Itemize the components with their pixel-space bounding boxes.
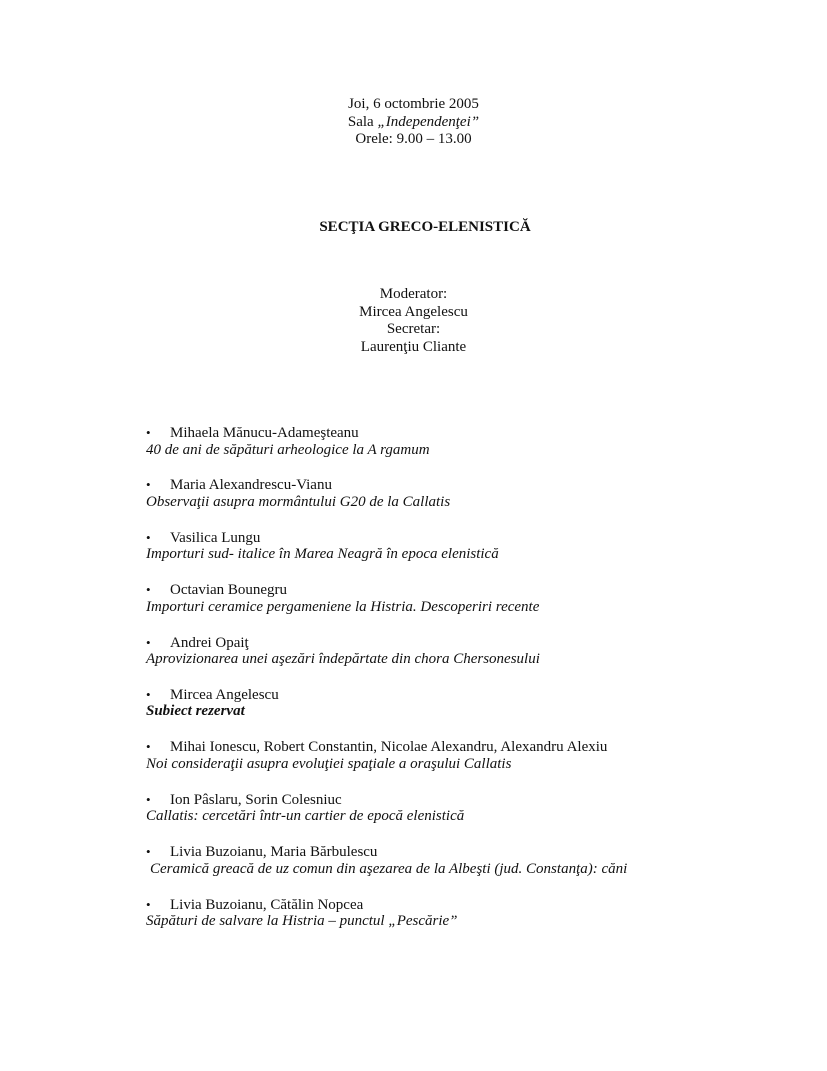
bullet-icon: • — [146, 425, 151, 440]
entry-authors: Mircea Angelescu — [170, 686, 279, 703]
entry-title: Ceramică greacă de uz comun din aşezarea de la Albeşti (jud. Constanţa): căni — [150, 860, 628, 877]
entry-title: Importuri sud- italice în Marea Neagră în epoca elenistică — [146, 546, 499, 563]
entry-authors: Mihaela Mănucu-Adameşteanu — [170, 425, 359, 441]
hall-name: „Independenţei” — [377, 113, 480, 130]
bullet-icon: • — [146, 634, 151, 650]
entry-authors: Ion Pâslaru, Sorin Colesniuc — [170, 791, 342, 808]
entry-title: Noi consideraţii asupra evoluţiei spaţiale a oraşului Callatis — [146, 755, 512, 772]
list-item — [146, 476, 766, 528]
list-item — [146, 529, 766, 581]
session-date: Joi, 6 octombrie 2005 — [348, 96, 479, 112]
bullet-icon: • — [146, 739, 151, 755]
list-item — [146, 896, 766, 948]
list-item — [146, 424, 766, 476]
entry-authors: Andrei Opaiţ — [170, 634, 249, 651]
bullet-icon: • — [146, 477, 151, 493]
entry-title: Săpături de salvare la Histria – punctul „Pescărie” — [146, 913, 458, 930]
entry-title: Importuri ceramice pergameniene la Histria. Descoperiri recente — [146, 598, 540, 615]
entry-authors: Octavian Bounegru — [170, 582, 288, 599]
entry-title: Aprovizionarea unei aşezări îndepărtate din chora Chersonesului — [146, 651, 540, 668]
bullet-icon: • — [146, 896, 151, 912]
session-hall — [0, 114, 827, 132]
entry-title: Callatis: cercetări într-un cartier de epocă elenistică — [146, 808, 465, 825]
session-roles — [0, 286, 827, 356]
bullet-icon: • — [146, 582, 151, 598]
entry-authors: Mihai Ionescu, Robert Constantin, Nicolae Alexandru, Alexandru Alexiu — [170, 739, 608, 756]
presentation-list — [146, 424, 766, 948]
entry-title: Observaţii asupra mormântului G20 de la Callatis — [146, 493, 451, 510]
bullet-icon: • — [146, 686, 151, 702]
moderator-name: Mircea Angelescu — [359, 303, 468, 320]
session-header — [0, 96, 827, 149]
list-item — [146, 581, 766, 633]
session-hours: Orele: 9.00 – 13.00 — [355, 131, 472, 147]
bullet-icon: • — [146, 529, 151, 545]
moderator-label: Moderator: — [379, 286, 448, 302]
hall-prefix: Sala — [347, 113, 378, 130]
section-title: SECŢIA GRECO-ELENISTICĂ — [319, 219, 531, 235]
list-item — [146, 634, 766, 686]
bullet-icon: • — [146, 844, 151, 860]
entry-authors: Livia Buzoianu, Cătălin Nopcea — [170, 896, 364, 913]
secretary-name: Laurenţiu Cliante — [360, 338, 467, 355]
entry-authors: Maria Alexandrescu-Vianu — [170, 477, 332, 494]
list-item — [146, 843, 766, 895]
bullet-icon: • — [146, 791, 151, 807]
entry-title: 40 de ani de săpături arheologice la A rgamum — [146, 441, 430, 458]
list-item — [146, 738, 766, 790]
entry-authors: Vasilica Lungu — [170, 529, 261, 546]
list-item — [146, 791, 766, 843]
list-item — [146, 686, 766, 738]
entry-title: Subiect rezervat — [146, 703, 245, 720]
secretary-label: Secretar: — [386, 321, 441, 337]
entry-authors: Livia Buzoianu, Maria Bărbulescu — [170, 844, 378, 861]
